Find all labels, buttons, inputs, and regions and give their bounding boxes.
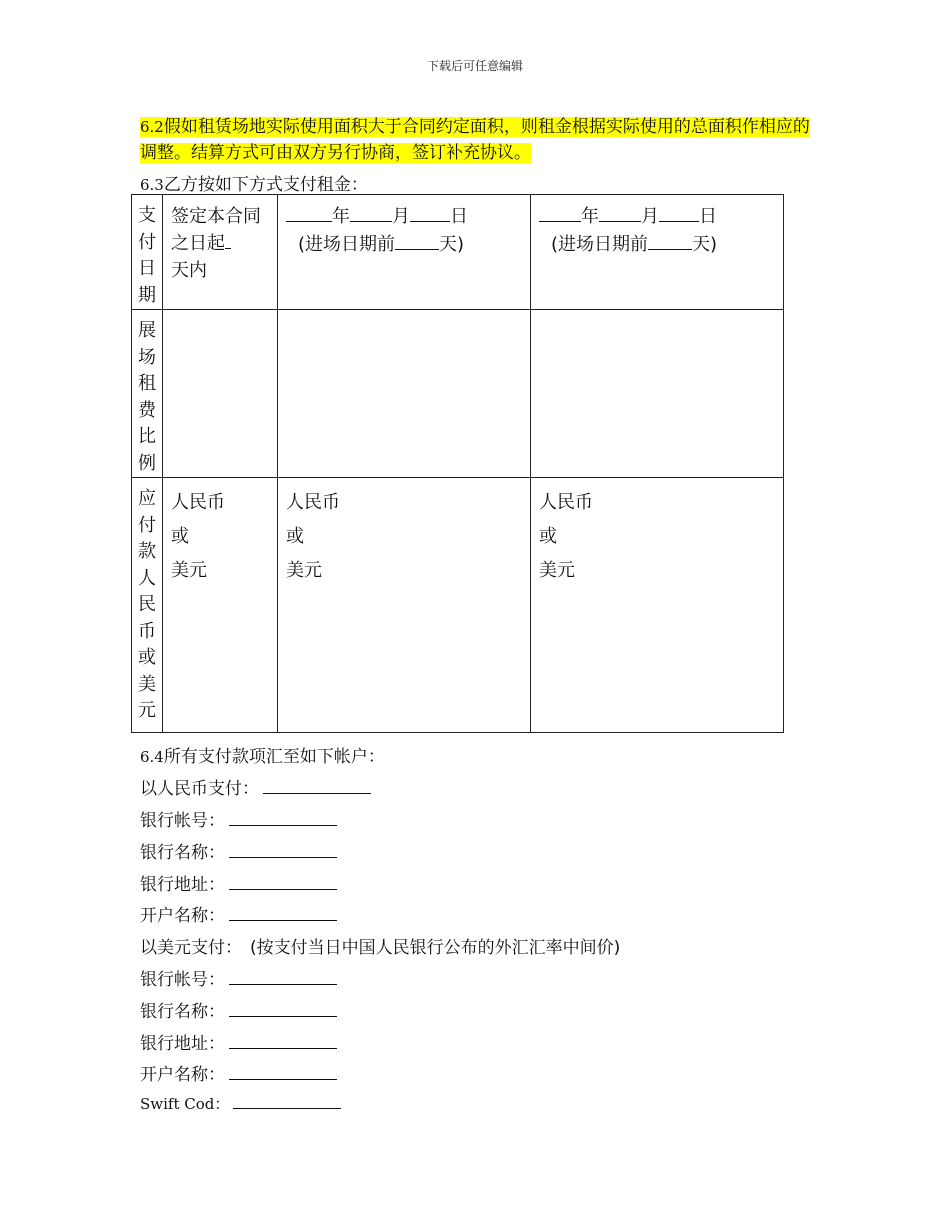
usd-bank-account: 银行帐号： <box>140 965 337 990</box>
row-header-amount-payable: 应 付 款 人 民 币 或 美 元 <box>132 478 163 733</box>
usd-bank-address: 银行地址： <box>140 1029 337 1054</box>
table-cell: 人民币 或 美元 <box>278 478 531 733</box>
table-cell <box>278 310 531 478</box>
blank-field[interactable] <box>229 875 337 890</box>
clause-number: 6.4 <box>140 748 164 766</box>
rmb-payment-line: 以人民币支付： <box>140 774 371 799</box>
clause-number: 6.3 <box>140 176 164 194</box>
blank-field[interactable] <box>229 906 337 921</box>
blank-field[interactable] <box>233 1094 341 1109</box>
page-header: 下载后可任意编辑 <box>426 59 523 73</box>
payment-schedule-table <box>131 194 784 733</box>
blank-field[interactable] <box>229 1002 337 1017</box>
blank-field[interactable] <box>229 970 337 985</box>
row-header-fee-ratio: 展 场 租 费 比 例 <box>132 310 163 478</box>
usd-payment-line: 以美元支付： (按支付当日中国人民银行公布的外汇汇率中间价) <box>140 938 621 958</box>
clause-text: 所有支付款项汇至如下帐户： <box>163 747 385 767</box>
blank-field[interactable] <box>229 1065 337 1080</box>
sign-date-text: 签定本合同之日起 <box>171 206 261 254</box>
sign-date-suffix: 天内 <box>171 260 207 281</box>
table-row <box>132 195 784 310</box>
table-cell <box>163 195 278 310</box>
rmb-bank-name: 银行名称： <box>140 838 337 863</box>
blank-field[interactable] <box>229 811 337 826</box>
table-cell <box>531 310 784 478</box>
table-cell: 年 月 日 (进场日期前 天) <box>278 195 531 310</box>
blank-field[interactable] <box>263 779 371 794</box>
clause-text: 假如租赁场地实际使用面积大于合同约定面积，则租金根据实际使用的总面积作相应的调整。结算方式可由双方另行协商，签订补充协议。 <box>140 117 810 163</box>
blank-field[interactable] <box>229 843 337 858</box>
table-row <box>132 310 784 478</box>
table-cell: 人民币 或 美元 <box>531 478 784 733</box>
clause-6-3 <box>140 170 368 195</box>
rmb-bank-account: 银行帐号： <box>140 806 337 831</box>
usd-bank-name: 银行名称： <box>140 997 337 1022</box>
blank-field[interactable] <box>229 1034 337 1049</box>
table-row <box>132 478 784 733</box>
clause-6-4 <box>140 742 385 767</box>
usd-account-name: 开户名称： <box>140 1060 337 1085</box>
clause-number: 6.2 <box>140 118 164 136</box>
rmb-bank-address: 银行地址： <box>140 870 337 895</box>
row-header-payment-date: 支 付 日 期 <box>132 195 163 310</box>
clause-text: 乙方按如下方式支付租金： <box>163 175 368 195</box>
clause-6-2 <box>140 114 820 166</box>
table-cell: 年 月 日 (进场日期前 天) <box>531 195 784 310</box>
table-cell: 人民币 或 美元 <box>163 478 278 733</box>
rmb-account-name: 开户名称： <box>140 901 337 926</box>
swift-code-line: Swift Cod： <box>140 1093 341 1114</box>
table-cell <box>163 310 278 478</box>
